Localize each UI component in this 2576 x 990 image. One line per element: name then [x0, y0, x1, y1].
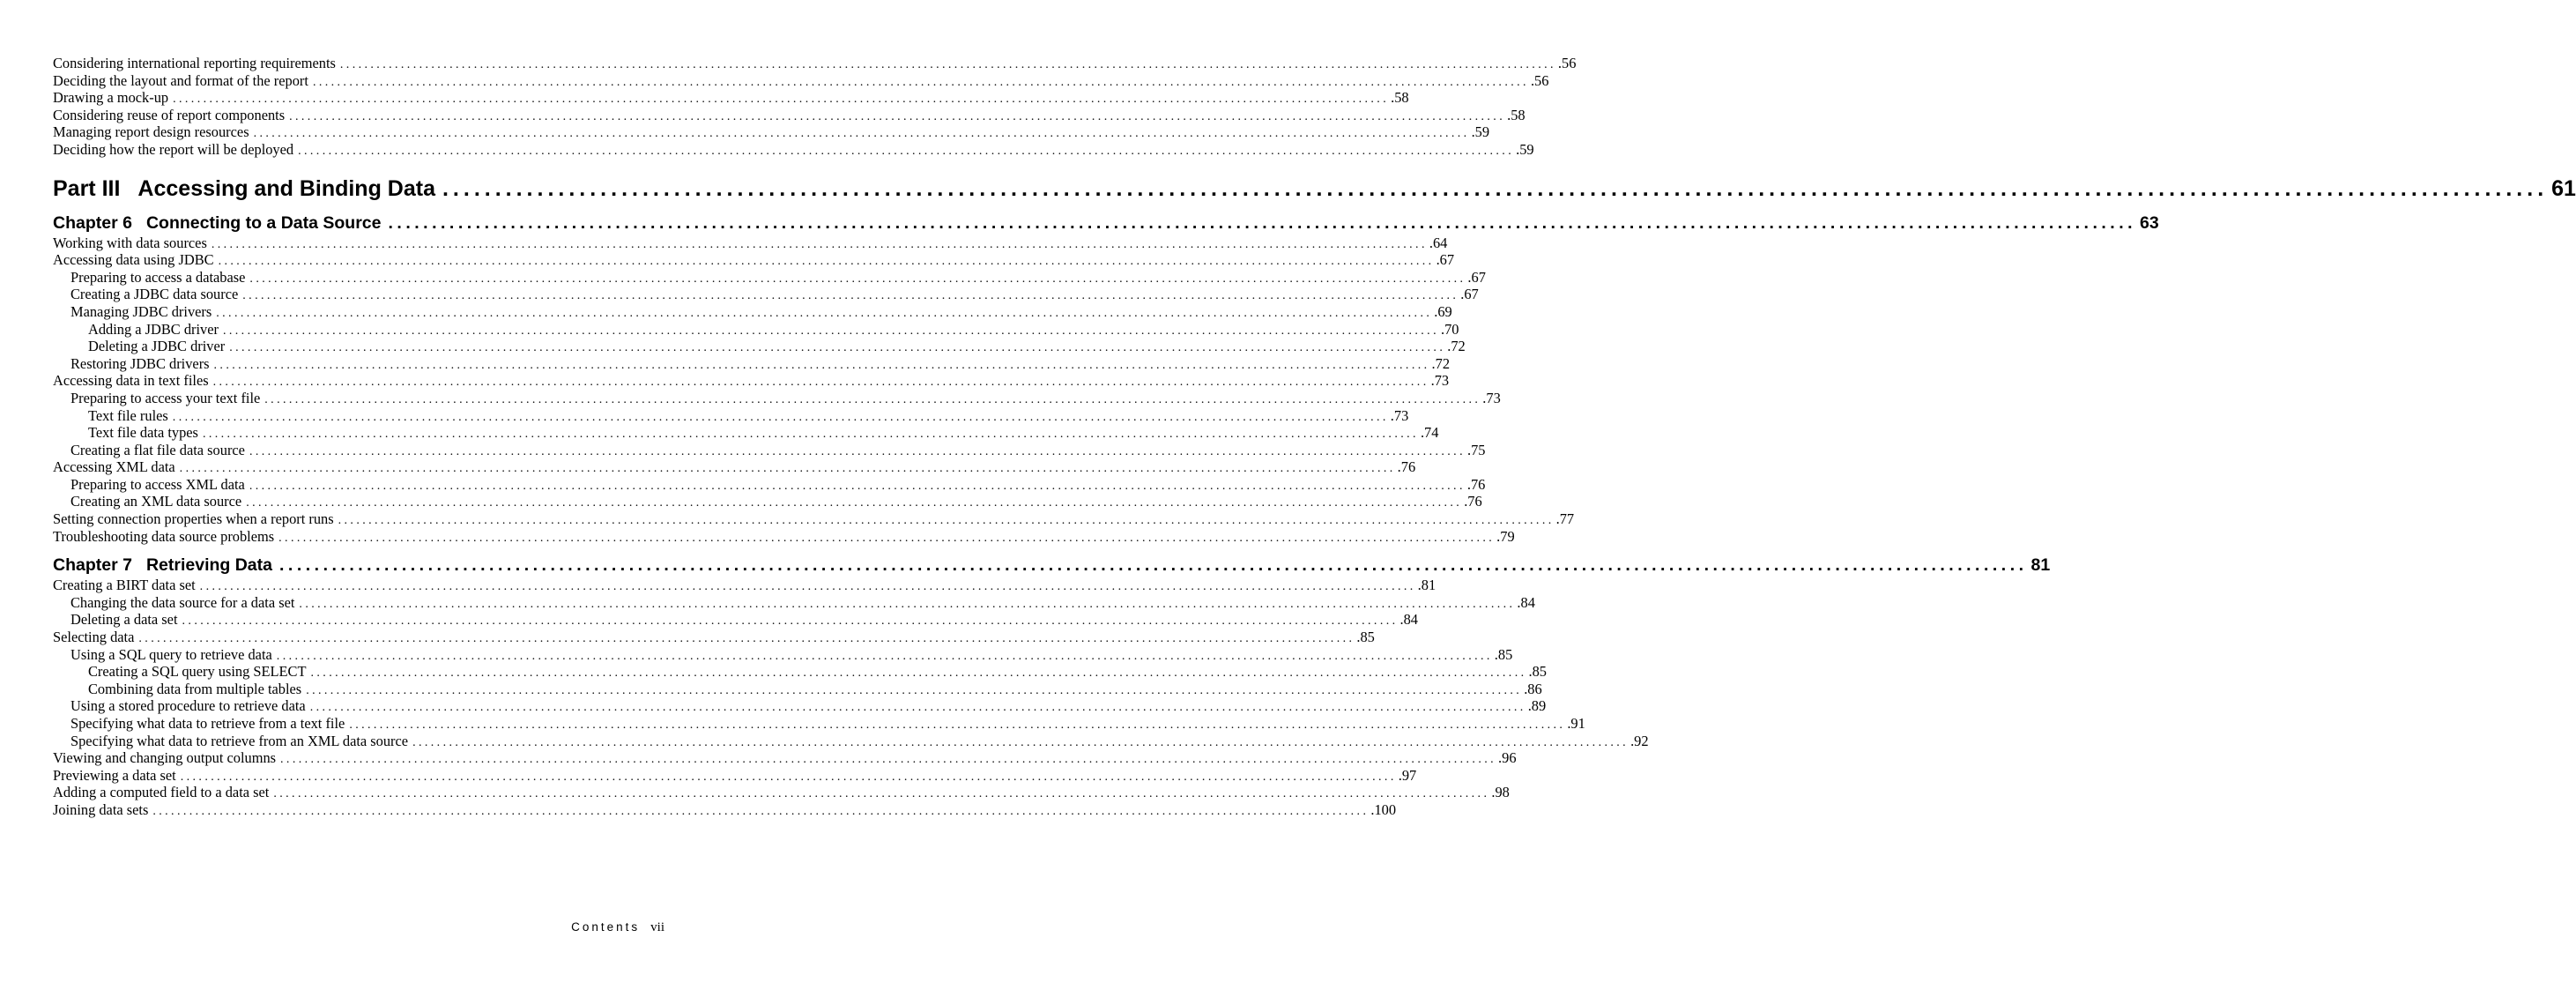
dot-leader: ........................................................................................................................................................................................................: [242, 289, 1459, 303]
toc-entry-title: Deciding how the report will be deployed: [53, 140, 294, 158]
toc-entry[interactable]: [53, 389, 1501, 407]
dot-leader: ........................................................................................................................................................................................................: [218, 255, 1435, 269]
part-page: 61: [2551, 175, 2576, 201]
dot-leader: ........................................................................................................................................................................................................: [412, 735, 1629, 749]
dot-leader: ........................................................................................................................................................................................................: [299, 597, 1516, 611]
toc-entry-page: .56: [1530, 71, 1549, 89]
toc-entry[interactable]: [53, 441, 1486, 459]
toc-entry-page: .74: [1420, 424, 1439, 442]
dot-leader: ........................................................................................................................................................................................................: [280, 753, 1497, 767]
toc-entry-page: .96: [1498, 749, 1517, 767]
toc-entry-page: .98: [1491, 784, 1510, 801]
dot-leader: ........................................................................................................................................................................................................: [388, 212, 2137, 233]
toc-entry-page: .76: [1464, 493, 1482, 510]
toc-entry-title: Adding a computed field to a data set: [53, 784, 270, 801]
toc-entry[interactable]: [53, 251, 1455, 269]
toc-entry[interactable]: [53, 611, 1419, 629]
toc-entry-title: Text file rules: [88, 406, 168, 424]
toc-entry[interactable]: [53, 732, 1649, 750]
toc-entry-title: Preparing to access a database: [71, 268, 246, 286]
toc-entry-page: .72: [1447, 338, 1466, 355]
chapter-title: Retrieving Data: [145, 555, 272, 576]
dot-leader: ........................................................................................................................................................................................................: [249, 444, 1466, 458]
toc-entry-page: .70: [1440, 320, 1459, 338]
toc-entry-page: .59: [1471, 123, 1490, 141]
chapter-title-group: [53, 212, 382, 234]
toc-entry-title: Combining data from multiple tables: [88, 680, 302, 697]
toc-entry[interactable]: [53, 302, 1452, 321]
chapter-label: Chapter 6: [53, 212, 132, 233]
toc-entry[interactable]: [53, 629, 1375, 646]
toc-entry[interactable]: [53, 71, 1549, 90]
toc-entry-title: Changing the data source for a data set: [71, 593, 295, 611]
toc-entry[interactable]: [53, 354, 1451, 373]
toc-entry-page: .59: [1516, 140, 1534, 158]
toc-entry[interactable]: [53, 784, 1510, 801]
toc-entry-page: .84: [1517, 593, 1535, 611]
toc-entry[interactable]: [53, 338, 1466, 355]
toc-entry-page: .100: [1370, 800, 1397, 818]
toc-entry[interactable]: [53, 123, 1490, 141]
toc-entry-page: .86: [1524, 680, 1542, 697]
toc-entry-page: .73: [1430, 372, 1450, 390]
toc-entry[interactable]: [53, 577, 1436, 594]
toc-entry[interactable]: [53, 406, 1409, 425]
footer-page-number: vii: [650, 920, 664, 934]
dot-leader: ........................................................................................................................................................................................................: [180, 770, 1397, 784]
dot-leader: ........................................................................................................................................................................................................: [349, 718, 1566, 732]
toc-entry-page: .91: [1567, 715, 1585, 732]
toc-entry[interactable]: [53, 234, 1448, 252]
toc-entry-title: Creating a BIRT data set: [53, 577, 196, 594]
toc-entry[interactable]: [53, 527, 1515, 546]
toc-entry-title: Accessing XML data: [53, 458, 175, 476]
toc-entry-title: Previewing a data set: [53, 766, 176, 784]
toc-entry-page: .73: [1390, 406, 1409, 424]
toc-entry-title: Restoring JDBC drivers: [71, 354, 210, 372]
dot-leader: ........................................................................................................................................................................................................: [338, 514, 1555, 528]
table-of-contents: [53, 55, 2576, 819]
dot-leader: ........................................................................................................................................................................................................: [182, 614, 1399, 629]
toc-entry-title: Working with data sources: [53, 234, 207, 251]
chapter-label: Chapter 7: [53, 555, 132, 576]
chapter-7-entries: [53, 577, 1649, 818]
toc-entry-title: Considering reuse of report components: [53, 106, 286, 123]
dot-leader: ........................................................................................................................................................................................................: [179, 462, 1396, 476]
toc-entry-title: Adding a JDBC driver: [88, 320, 219, 338]
toc-entry[interactable]: [53, 645, 1513, 664]
part-label: Part III: [53, 175, 121, 201]
dot-leader: ........................................................................................................................................................................................................: [199, 580, 1416, 594]
chapter-page: 81: [2030, 555, 2051, 576]
toc-entry-page: .92: [1630, 732, 1649, 749]
chapter-6-entries: [53, 234, 1575, 546]
toc-entry-title: Preparing to access XML data: [71, 475, 245, 493]
toc-entry-title: Considering international reporting requirements: [53, 55, 336, 71]
dot-leader: ........................................................................................................................................................................................................: [202, 428, 1419, 442]
toc-entry-page: .76: [1466, 475, 1486, 493]
toc-entry-title: Creating a flat file data source: [71, 441, 245, 458]
toc-entry-title: Preparing to access your text file: [71, 389, 261, 406]
dot-leader: ........................................................................................................................................................................................................: [211, 237, 1428, 251]
dot-leader: ........................................................................................................................................................................................................: [264, 392, 1481, 406]
dot-leader: ........................................................................................................................................................................................................: [173, 93, 1390, 107]
toc-entry[interactable]: [53, 510, 1575, 528]
toc-entry-page: .64: [1429, 234, 1448, 251]
dot-leader: ........................................................................................................................................................................................................: [152, 804, 1370, 818]
toc-entry-title: Accessing data using JDBC: [53, 251, 214, 269]
toc-entry[interactable]: [53, 140, 1534, 159]
toc-entry-title: Creating a JDBC data source: [71, 286, 239, 303]
dot-leader: ........................................................................................................................................................................................................: [289, 109, 1506, 123]
toc-entry[interactable]: [53, 475, 1486, 494]
toc-entry-page: .73: [1482, 389, 1501, 406]
toc-entry-title: Text file data types: [88, 424, 198, 442]
toc-entry-page: .76: [1397, 458, 1416, 476]
toc-entry[interactable]: [53, 286, 1479, 303]
toc-entry-title: Drawing a mock-up: [53, 89, 169, 107]
toc-entry[interactable]: [53, 697, 1547, 715]
dot-leader: ........................................................................................................................................................................................................: [216, 306, 1433, 320]
page-footer: [571, 920, 664, 935]
toc-entry-page: .58: [1507, 106, 1526, 123]
toc-entry[interactable]: [53, 663, 1547, 681]
dot-leader: ........................................................................................................................................................................................................: [298, 144, 1515, 158]
chapter-title: Connecting to a Data Source: [145, 212, 382, 233]
dot-leader: ........................................................................................................................................................................................................: [339, 58, 1556, 71]
toc-entry-page: .85: [1494, 645, 1513, 663]
toc-entry[interactable]: [53, 89, 1409, 107]
chapter-page: 63: [2140, 212, 2159, 233]
toc-entry-title: Deleting a JDBC driver: [88, 338, 226, 355]
toc-entry-page: .85: [1528, 663, 1547, 681]
dot-leader: ........................................................................................................................................................................................................: [246, 496, 1463, 510]
toc-entry-page: .72: [1431, 354, 1451, 372]
toc-entry-page: .85: [1356, 629, 1375, 646]
toc-entry[interactable]: [53, 458, 1416, 476]
toc-entry[interactable]: [53, 766, 1417, 785]
toc-entry[interactable]: [53, 680, 1542, 698]
toc-entry[interactable]: [53, 268, 1486, 287]
toc-entry[interactable]: [53, 493, 1482, 510]
toc-entry-page: .79: [1496, 527, 1515, 545]
dot-leader: ........................................................................................................................................................................................................: [222, 324, 1439, 338]
footer-label: Contents: [571, 920, 641, 934]
chapter-6-heading[interactable]: [53, 212, 2159, 234]
toc-entry[interactable]: [53, 55, 1577, 72]
toc-entry-title: Deciding the layout and format of the report: [53, 71, 308, 89]
part-title: Accessing and Binding Data: [137, 175, 435, 201]
dot-leader: ........................................................................................................................................................................................................: [273, 787, 1490, 801]
toc-entry[interactable]: [53, 715, 1585, 733]
dot-leader: ........................................................................................................................................................................................................: [279, 555, 2028, 576]
toc-entry-page: .77: [1555, 510, 1575, 528]
toc-entry-title: Viewing and changing output columns: [53, 749, 277, 767]
dot-leader: ........................................................................................................................................................................................................: [276, 649, 1493, 663]
toc-entry[interactable]: [53, 106, 1526, 124]
toc-entry-title: Managing JDBC drivers: [71, 302, 212, 320]
toc-entry[interactable]: [53, 749, 1517, 767]
toc-entry-page: .75: [1466, 441, 1486, 458]
toc-entry-title: Using a stored procedure to retrieve data: [71, 697, 306, 715]
dot-leader: ........................................................................................................................................................................................................: [229, 341, 1446, 355]
toc-entry-title: Specifying what data to retrieve from an XML data source: [71, 732, 409, 749]
toc-entry-page: .67: [1467, 268, 1486, 286]
dot-leader: ........................................................................................................................................................................................................: [138, 632, 1355, 646]
dot-leader: ........................................................................................................................................................................................................: [306, 683, 1523, 697]
dot-leader: ........................................................................................................................................................................................................: [172, 410, 1389, 424]
toc-entry-title: Specifying what data to retrieve from a text file: [71, 715, 345, 732]
dot-leader: ........................................................................................................................................................................................................: [213, 358, 1430, 372]
toc-entry-page: .84: [1399, 611, 1419, 629]
toc-entry[interactable]: [53, 372, 1450, 390]
toc-entry-title: Troubleshooting data source problems: [53, 527, 275, 545]
toc-entry-page: .97: [1398, 766, 1417, 784]
toc-entry[interactable]: [53, 320, 1459, 339]
toc-entry-title: Managing report design resources: [53, 123, 249, 141]
toc-entry-title: Setting connection properties when a report runs: [53, 510, 334, 528]
toc-entry-page: .67: [1460, 286, 1479, 303]
dot-leader: ........................................................................................................................................................................................................: [249, 479, 1466, 493]
toc-entry-title: Deleting a data set: [71, 611, 178, 629]
toc-entry-page: .69: [1434, 302, 1452, 320]
toc-entry[interactable]: [53, 424, 1439, 442]
dot-leader: ........................................................................................................................................................................................................: [310, 666, 1527, 681]
toc-entry[interactable]: [53, 800, 1397, 819]
part-heading[interactable]: [53, 175, 2576, 203]
toc-entry[interactable]: [53, 593, 1535, 612]
toc-entry-title: Creating a SQL query using SELECT: [88, 663, 307, 681]
toc-entry-page: .81: [1417, 577, 1436, 594]
toc-entry-page: .89: [1527, 697, 1547, 715]
toc-entry-page: .67: [1436, 251, 1455, 269]
chapter-7-heading[interactable]: [53, 554, 2051, 577]
toc-entry-title: Selecting data: [53, 629, 135, 646]
toc-entry-title: Creating an XML data source: [71, 493, 242, 510]
toc-top-entries: [53, 55, 1577, 159]
dot-leader: ........................................................................................................................................................................................................: [212, 376, 1429, 390]
toc-entry-title: Joining data sets: [53, 800, 149, 818]
dot-leader: ........................................................................................................................................................................................................: [442, 175, 2549, 201]
part-title-group: [53, 175, 435, 203]
toc-entry-page: .58: [1391, 89, 1409, 107]
toc-entry-title: Accessing data in text files: [53, 372, 209, 390]
toc-entry-title: Using a SQL query to retrieve data: [71, 645, 272, 663]
dot-leader: ........................................................................................................................................................................................................: [312, 75, 1529, 89]
dot-leader: ........................................................................................................................................................................................................: [249, 272, 1466, 286]
dot-leader: ........................................................................................................................................................................................................: [253, 127, 1470, 141]
toc-entry-page: .56: [1557, 55, 1577, 71]
dot-leader: ........................................................................................................................................................................................................: [278, 531, 1496, 545]
chapter-title-group: [53, 554, 272, 577]
dot-leader: ........................................................................................................................................................................................................: [309, 701, 1526, 715]
